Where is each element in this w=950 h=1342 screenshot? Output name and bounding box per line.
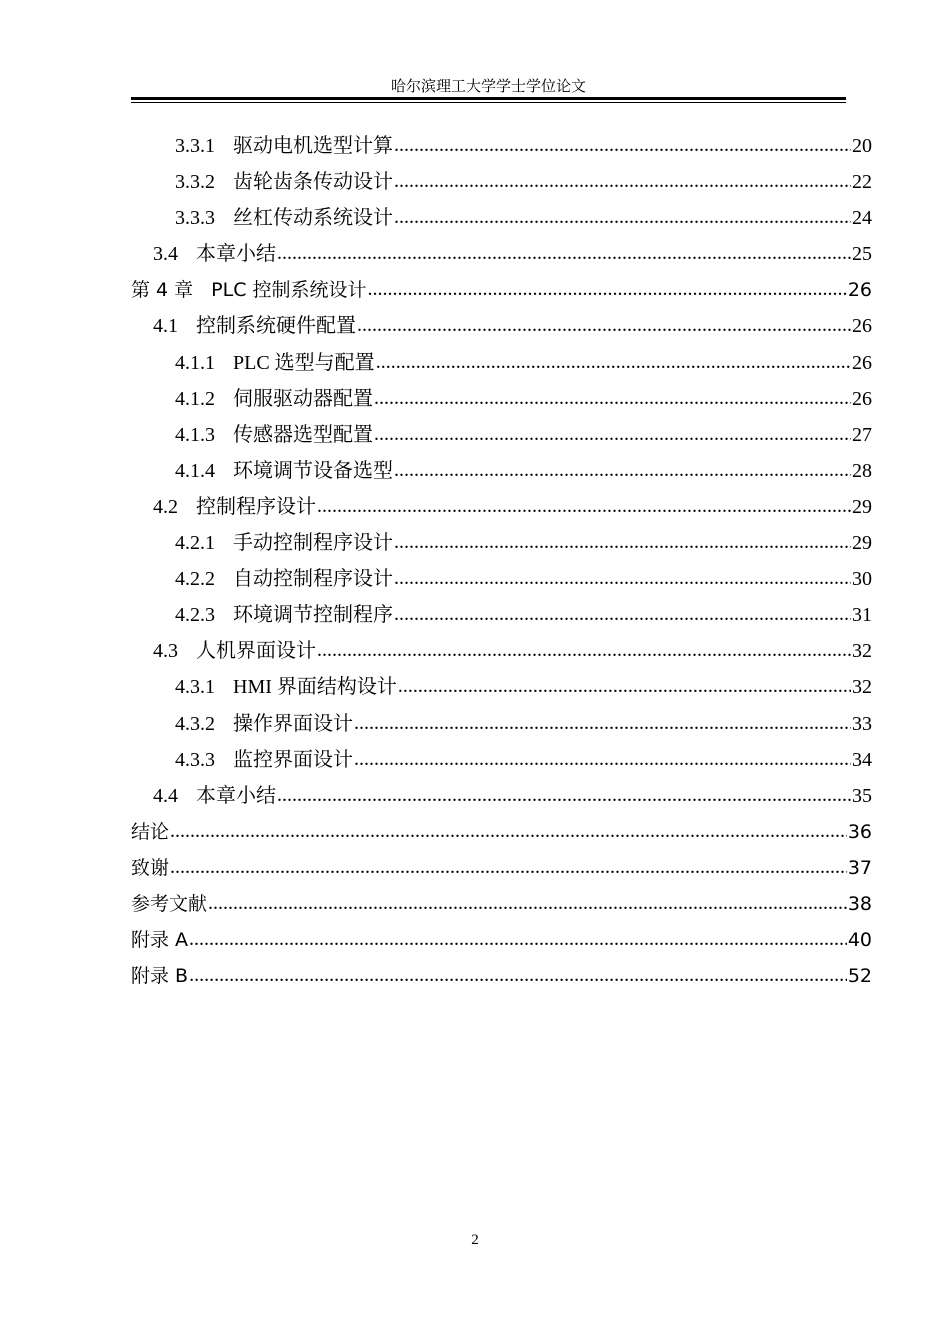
- toc-entry-number: 4.2: [153, 495, 178, 518]
- toc-leader-dots: [374, 416, 851, 452]
- toc-leader-dots: [394, 452, 851, 488]
- toc-entry-page: 26: [852, 387, 872, 410]
- toc-entry[interactable]: [131, 561, 872, 597]
- toc-leader-dots: [394, 199, 851, 235]
- toc-entry[interactable]: [131, 633, 872, 669]
- toc-entry-number: 4.4: [153, 784, 178, 807]
- table-of-contents: [131, 128, 872, 994]
- toc-entry[interactable]: [131, 525, 872, 561]
- toc-entry-page: 28: [852, 459, 872, 482]
- toc-entry-number: 第 4 章: [131, 279, 194, 302]
- header-rule-thin: [131, 102, 846, 103]
- toc-entry[interactable]: [131, 308, 872, 344]
- toc-entry-title: 结论: [131, 820, 170, 843]
- toc-leader-dots: [368, 271, 847, 307]
- toc-entry-title: 控制程序设计: [196, 495, 316, 518]
- toc-entry[interactable]: [131, 669, 872, 705]
- toc-entry-number: 4.3.1: [175, 676, 215, 699]
- toc-entry-number: 4.2.1: [175, 532, 215, 555]
- toc-entry[interactable]: [131, 814, 872, 850]
- toc-entry-title: HMI 界面结构设计: [233, 676, 397, 699]
- toc-leader-dots: [394, 163, 851, 199]
- toc-entry-title: 致谢: [131, 856, 170, 879]
- toc-entry-page: 27: [852, 423, 872, 446]
- toc-entry[interactable]: [131, 417, 872, 453]
- toc-leader-dots: [394, 524, 851, 560]
- toc-entry-page: 38: [847, 892, 872, 915]
- toc-leader-dots: [354, 705, 851, 741]
- toc-entry-number: 4.1.4: [175, 459, 215, 482]
- toc-entry-number: 3.3.2: [175, 171, 215, 194]
- toc-leader-dots: [398, 668, 851, 704]
- toc-entry[interactable]: [131, 272, 872, 308]
- toc-entry-page: 25: [852, 243, 872, 266]
- toc-entry-title: 环境调节控制程序: [233, 604, 393, 627]
- toc-entry-page: 29: [852, 532, 872, 555]
- toc-entry-page: 30: [852, 568, 872, 591]
- toc-leader-dots: [208, 885, 847, 921]
- running-header: 哈尔滨理工大学学士学位论文: [390, 79, 586, 95]
- toc-entry-title: 本章小结: [196, 784, 276, 807]
- toc-entry-number: 4.1.1: [175, 351, 215, 374]
- toc-entry-page: 36: [847, 820, 872, 843]
- toc-entry-page: 26: [852, 315, 872, 338]
- toc-entry-title: 参考文献: [131, 892, 208, 915]
- toc-entry-title: 手动控制程序设计: [233, 532, 393, 555]
- toc-entry-number: 3.3.1: [175, 135, 215, 157]
- toc-entry-page: 20: [852, 135, 872, 157]
- toc-entry-page: 31: [852, 604, 872, 627]
- toc-leader-dots: [376, 344, 851, 380]
- toc-entry-title: 附录 B: [131, 965, 189, 988]
- toc-entry-page: 26: [852, 351, 872, 374]
- toc-entry-page: 35: [852, 784, 872, 807]
- toc-entry-page: 32: [852, 640, 872, 663]
- toc-entry-number: 4.3: [153, 640, 178, 663]
- toc-leader-dots: [277, 235, 851, 271]
- toc-entry-title: 附录 A: [131, 929, 189, 952]
- toc-entry-number: 4.2.2: [175, 568, 215, 591]
- toc-leader-dots: [357, 307, 851, 343]
- toc-entry-title: 伺服驱动器配置: [233, 387, 373, 410]
- toc-entry-page: 40: [847, 929, 872, 952]
- toc-leader-dots: [317, 632, 851, 668]
- toc-entry-title: 驱动电机选型计算: [233, 135, 393, 157]
- toc-entry-title: 齿轮齿条传动设计: [233, 171, 393, 194]
- toc-entry[interactable]: [131, 706, 872, 742]
- toc-entry-title: 本章小结: [196, 243, 276, 266]
- toc-leader-dots: [277, 777, 851, 813]
- toc-entry-page: 26: [847, 279, 872, 302]
- toc-leader-dots: [394, 560, 851, 596]
- toc-entry-number: 4.2.3: [175, 604, 215, 627]
- toc-entry[interactable]: [131, 236, 872, 272]
- toc-entry-page: 32: [852, 676, 872, 699]
- toc-entry-number: 4.1: [153, 315, 178, 338]
- toc-entry-title: PLC 控制系统设计: [211, 279, 367, 302]
- toc-entry-page: 29: [852, 495, 872, 518]
- toc-entry-title: PLC 选型与配置: [233, 351, 375, 374]
- toc-entry[interactable]: [131, 345, 872, 381]
- toc-entry-number: 3.4: [153, 243, 178, 266]
- header-rule-thick: [131, 97, 846, 100]
- page-number: 2: [471, 1232, 479, 1248]
- toc-entry[interactable]: [131, 128, 872, 164]
- toc-entry-page: 22: [852, 171, 872, 194]
- toc-entry-title: 操作界面设计: [233, 712, 353, 735]
- toc-entry-title: 环境调节设备选型: [233, 459, 393, 482]
- toc-entry[interactable]: [131, 489, 872, 525]
- toc-entry-title: 控制系统硬件配置: [196, 315, 356, 338]
- toc-entry[interactable]: [131, 381, 872, 417]
- toc-entry[interactable]: [131, 597, 872, 633]
- toc-leader-dots: [354, 741, 851, 777]
- toc-entry-number: 4.1.3: [175, 423, 215, 446]
- toc-entry-page: 34: [852, 748, 872, 771]
- toc-leader-dots: [394, 596, 851, 632]
- toc-entry[interactable]: [131, 958, 872, 994]
- toc-entry[interactable]: [131, 164, 872, 200]
- toc-entry-title: 人机界面设计: [196, 640, 316, 663]
- toc-leader-dots: [170, 813, 847, 849]
- toc-leader-dots: [189, 957, 847, 993]
- toc-entry-number: 3.3.3: [175, 207, 215, 230]
- toc-entry[interactable]: [131, 886, 872, 922]
- toc-entry[interactable]: [131, 742, 872, 778]
- toc-leader-dots: [394, 127, 851, 163]
- toc-entry-number: 4.1.2: [175, 387, 215, 410]
- toc-entry-page: 33: [852, 712, 872, 735]
- toc-entry-page: 24: [852, 207, 872, 230]
- toc-leader-dots: [374, 380, 851, 416]
- toc-entry-title: 自动控制程序设计: [233, 568, 393, 591]
- toc-leader-dots: [189, 921, 847, 957]
- toc-entry[interactable]: [131, 453, 872, 489]
- toc-leader-dots: [317, 488, 851, 524]
- toc-entry-number: 4.3.2: [175, 712, 215, 735]
- toc-entry-title: 丝杠传动系统设计: [233, 207, 393, 230]
- toc-entry-number: 4.3.3: [175, 748, 215, 771]
- toc-entry[interactable]: [131, 922, 872, 958]
- toc-entry[interactable]: [131, 778, 872, 814]
- toc-entry-page: 52: [847, 965, 872, 988]
- toc-entry-title: 传感器选型配置: [233, 423, 373, 446]
- toc-entry-title: 监控界面设计: [233, 748, 353, 771]
- toc-entry[interactable]: [131, 200, 872, 236]
- toc-leader-dots: [170, 849, 847, 885]
- toc-entry-page: 37: [847, 856, 872, 879]
- toc-entry[interactable]: [131, 850, 872, 886]
